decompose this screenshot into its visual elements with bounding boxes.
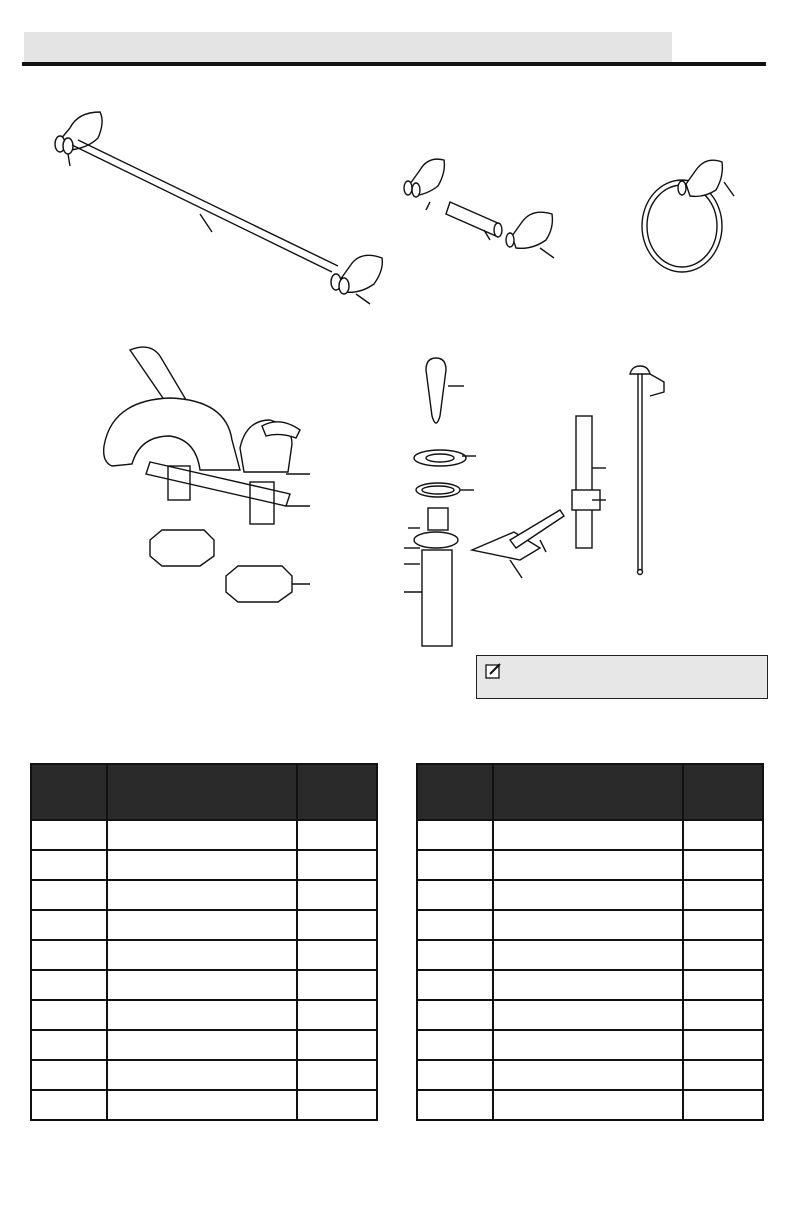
table-cell <box>683 940 763 970</box>
table-row <box>31 820 377 850</box>
note-box <box>476 655 768 699</box>
table-row <box>417 850 763 880</box>
table-row <box>31 850 377 880</box>
table-cell <box>31 1030 107 1060</box>
table-cell <box>107 850 296 880</box>
table-row <box>31 1090 377 1120</box>
table-row <box>31 1030 377 1060</box>
table-cell <box>107 820 296 850</box>
table-cell <box>493 1030 682 1060</box>
table-cell <box>417 970 493 1000</box>
table-cell <box>31 850 107 880</box>
column-header <box>493 764 682 820</box>
table-cell <box>683 910 763 940</box>
table-cell <box>493 1000 682 1030</box>
table-row <box>417 970 763 1000</box>
towel-bar-drawing <box>55 112 382 304</box>
table-row <box>417 1030 763 1060</box>
table-cell <box>297 850 377 880</box>
table-header-row <box>417 764 763 820</box>
table-cell <box>107 970 296 1000</box>
table-cell <box>297 940 377 970</box>
table-row <box>31 1000 377 1030</box>
table-cell <box>31 910 107 940</box>
table-row <box>417 820 763 850</box>
table-cell <box>31 940 107 970</box>
table-cell <box>493 1060 682 1090</box>
table-cell <box>31 970 107 1000</box>
table-cell <box>297 820 377 850</box>
table-row <box>417 1090 763 1120</box>
table-cell <box>297 1090 377 1120</box>
table-cell <box>31 1090 107 1120</box>
table-cell <box>107 1000 296 1030</box>
table-cell <box>683 820 763 850</box>
table-cell <box>107 1090 296 1120</box>
table-row <box>31 970 377 1000</box>
column-header <box>31 764 107 820</box>
table-cell <box>683 1090 763 1120</box>
table-cell <box>683 880 763 910</box>
table-cell <box>31 880 107 910</box>
drain-assembly-drawing <box>404 358 606 646</box>
table-cell <box>683 1030 763 1060</box>
lift-rod-drawing <box>630 366 664 575</box>
table-cell <box>417 1060 493 1090</box>
table-row <box>417 1060 763 1090</box>
table-cell <box>107 940 296 970</box>
faucet-drawing <box>104 347 310 602</box>
table-cell <box>31 820 107 850</box>
table-row <box>31 940 377 970</box>
table-cell <box>31 1060 107 1090</box>
table-row <box>31 910 377 940</box>
table-cell <box>417 1090 493 1120</box>
table-cell <box>297 910 377 940</box>
table-cell <box>107 880 296 910</box>
column-header <box>107 764 296 820</box>
parts-table-left <box>30 763 378 1121</box>
note-pencil-icon <box>485 662 503 680</box>
table-cell <box>297 1030 377 1060</box>
table-cell <box>493 940 682 970</box>
table-row <box>31 1060 377 1090</box>
table-header-row <box>31 764 377 820</box>
table-cell <box>297 970 377 1000</box>
column-header <box>417 764 493 820</box>
table-cell <box>31 1000 107 1030</box>
table-cell <box>417 940 493 970</box>
table-row <box>417 880 763 910</box>
table-row <box>417 910 763 940</box>
table-cell <box>493 1090 682 1120</box>
table-cell <box>417 1000 493 1030</box>
table-cell <box>493 970 682 1000</box>
toilet-paper-holder-drawing <box>404 159 554 258</box>
table-cell <box>297 1000 377 1030</box>
table-row <box>417 940 763 970</box>
table-cell <box>417 850 493 880</box>
table-cell <box>683 970 763 1000</box>
table-cell <box>493 910 682 940</box>
table-cell <box>417 910 493 940</box>
table-cell <box>297 880 377 910</box>
table-cell <box>493 880 682 910</box>
table-cell <box>417 880 493 910</box>
column-header <box>297 764 377 820</box>
table-cell <box>417 1030 493 1060</box>
column-header <box>683 764 763 820</box>
table-cell <box>107 1060 296 1090</box>
towel-ring-drawing <box>642 160 734 272</box>
table-cell <box>417 820 493 850</box>
table-cell <box>683 1000 763 1030</box>
table-cell <box>493 850 682 880</box>
table-cell <box>683 1060 763 1090</box>
table-cell <box>107 1030 296 1060</box>
parts-table-right <box>416 763 764 1121</box>
table-cell <box>493 820 682 850</box>
table-cell <box>107 910 296 940</box>
table-row <box>31 880 377 910</box>
table-cell <box>297 1060 377 1090</box>
table-cell <box>683 850 763 880</box>
table-row <box>417 1000 763 1030</box>
